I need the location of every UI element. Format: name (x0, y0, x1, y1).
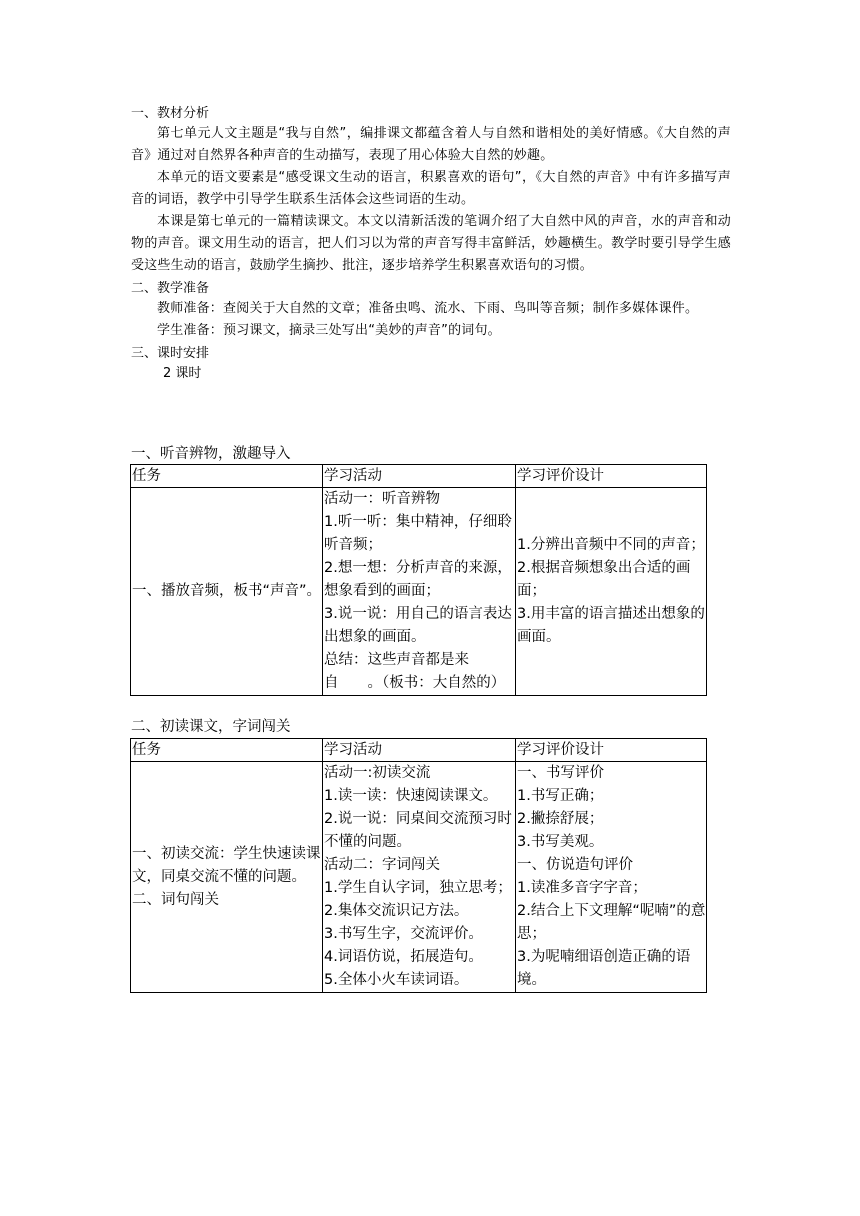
student-preparation: 学生准备：预习课文，摘录三处写出“美妙的声音”的词句。 (157, 323, 501, 338)
activity-line: 活动二：字词闯关 (324, 857, 440, 873)
lesson-table-2 (130, 738, 707, 993)
evaluation-line: 2.根据音频想象出合适的画面； (517, 560, 691, 599)
task-text: 二、词句闯关 (132, 891, 219, 908)
analysis-paragraph-2: 本单元的语文要素是“感受课文生动的语言，积累喜欢的语句”，《大自然的声音》中有许多描写声音的词语，教学中引导学生联系生活体会这些词语的生动。 (131, 170, 731, 207)
lesson-plan-intro (131, 104, 731, 385)
activity-line: 1.听一听：集中精神，仔细聆听音频； (324, 514, 512, 553)
task-text: 一、播放音频，板书“声音”。 (132, 583, 322, 599)
section-title-textbook-analysis: 一、教材分析 (131, 106, 210, 121)
evaluation-line: 1.书写正确； (517, 788, 604, 804)
task-text: 一、初读交流：学生快速读课文，同桌交流不懂的问题。 (132, 845, 321, 885)
section-title-schedule: 三、课时安排 (131, 346, 210, 361)
activity-line: 3.书写生字，交流评价。 (324, 926, 483, 942)
activity-line: 活动一：听音辨物 (324, 491, 440, 507)
lesson-table-1 (130, 464, 707, 696)
evaluation-cell (516, 762, 707, 993)
class-hours: 2 课时 (163, 366, 202, 381)
activity-line: 2.说一说：同桌间交流预习时不懂的问题。 (324, 811, 512, 850)
table-row (131, 488, 707, 696)
table2-heading: 二、初读课文，字词闯关 (131, 719, 291, 735)
activity-line: 2.想一想：分析声音的来源，想象看到的画面； (324, 560, 512, 599)
teacher-preparation: 教师准备：查阅关于大自然的文章；准备虫鸣、流水、下雨、鸟叫等音频；制作多媒体课件。 (157, 301, 699, 316)
header-evaluation: 学习评价设计 (516, 465, 707, 488)
evaluation-line: 2.撇捺舒展； (517, 811, 604, 827)
evaluation-line: 1.读准多音字字音； (517, 880, 647, 896)
task-cell (131, 488, 323, 696)
header-task: 任务 (131, 465, 323, 488)
analysis-paragraph-3: 本课是第七单元的一篇精读课文。本文以清新活泼的笔调介绍了大自然中风的声音，水的声音和动物的声音。课文用生动的语言，把人们习以为常的声音写得丰富鲜活，妙趣横生。教学时要引导学生感受这些生动的语言，鼓励学生摘抄、批注，逐步培养学生积累喜欢语句的习惯。 (131, 214, 731, 273)
table-header-row (131, 739, 707, 762)
table-header-row (131, 465, 707, 488)
evaluation-line: 3.书写美观。 (517, 834, 604, 850)
activity-line: 4.词语仿说，拓展造句。 (324, 949, 483, 965)
task-cell (131, 762, 323, 993)
activity-cell (323, 488, 516, 696)
evaluation-line: 一、书写评价 (517, 765, 604, 781)
evaluation-line: 一、仿说造句评价 (517, 857, 633, 873)
activity-summary: 总结：这些声音都是来自 。（板书：大自然的） (324, 652, 506, 691)
section-title-preparation: 二、教学准备 (131, 281, 210, 296)
evaluation-line: 3.用丰富的语言描述出想象的画面。 (517, 606, 705, 645)
header-evaluation: 学习评价设计 (516, 739, 707, 762)
evaluation-cell (516, 488, 707, 696)
activity-line: 活动一:初读交流 (324, 765, 431, 781)
activity-line: 1.学生自认字词，独立思考； (324, 880, 512, 896)
header-activity: 学习活动 (323, 739, 516, 762)
header-activity: 学习活动 (323, 465, 516, 488)
activity-line: 2.集体交流识记方法。 (324, 903, 469, 919)
table1-heading: 一、听音辨物，激趣导入 (131, 446, 291, 462)
activity-line: 3.说一说：用自己的语言表达出想象的画面。 (324, 606, 512, 645)
table-row (131, 762, 707, 993)
evaluation-line: 2.结合上下文理解“呢喃”的意思； (517, 903, 706, 942)
activity-line: 1.读一读：快速阅读课文。 (324, 788, 498, 804)
analysis-paragraph-1: 第七单元人文主题是“我与自然”，编排课文都蕴含着人与自然和谐相处的美好情感。《大自然的声音》通过对自然界各种声音的生动描写，表现了用心体验大自然的妙趣。 (131, 126, 731, 163)
evaluation-line: 3.为呢喃细语创造正确的语境。 (517, 949, 691, 988)
evaluation-line: 1.分辨出音频中不同的声音； (517, 537, 705, 553)
header-task: 任务 (131, 739, 323, 762)
activity-line: 5.全体小火车读词语。 (324, 972, 469, 988)
activity-cell (323, 762, 516, 993)
